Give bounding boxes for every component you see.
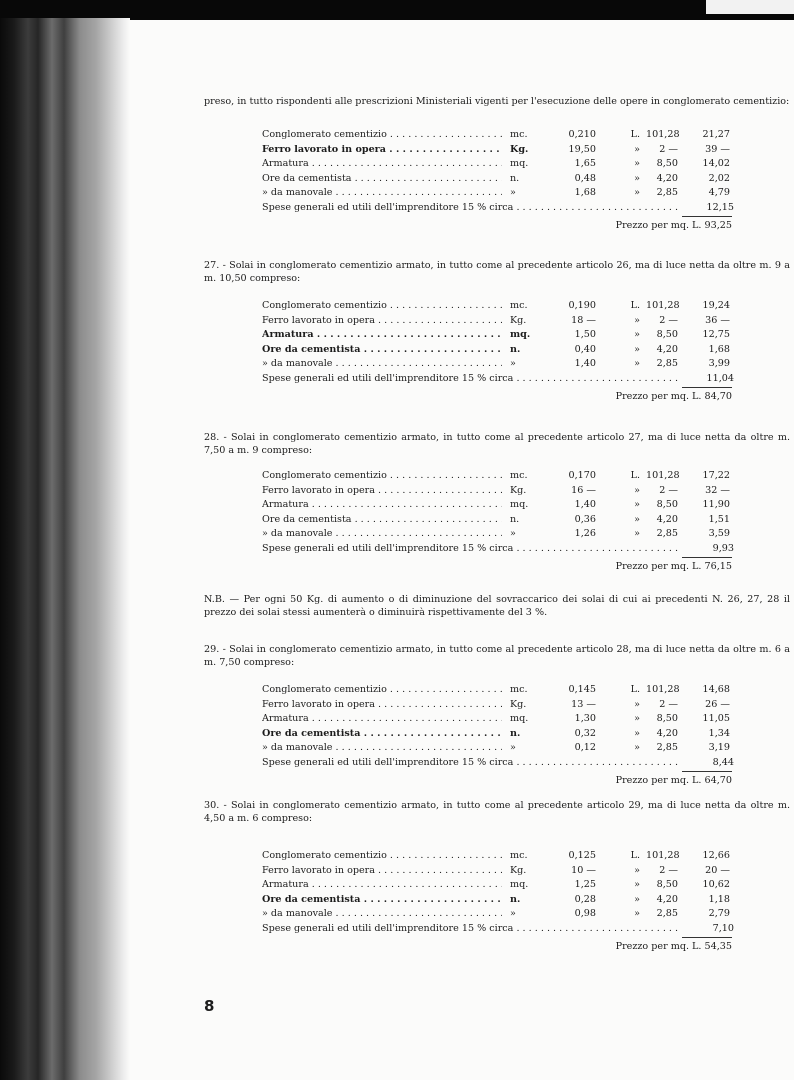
cost-unit-price: 4,20	[656, 893, 678, 905]
cost-currency-mark: »	[634, 499, 640, 511]
cost-item-label: Conglomerato cementizio . . .	[262, 129, 502, 142]
cost-amount: 21,27	[702, 129, 730, 140]
overhead-amount: 7,10	[682, 923, 734, 936]
cost-row	[262, 329, 740, 343]
cost-amount: 39 —	[705, 143, 730, 155]
article-heading: 27. - Solai in conglomerato cementizio armato, in tutto come al precedente articolo 26, ma di luce netta da oltre m. 9 a m. 10,50 compreso:	[204, 260, 790, 284]
overhead-label: Spese generali ed utili dell'imprenditore 15 % circa . . .	[262, 543, 732, 556]
cost-unit-price: 4,20	[656, 513, 678, 525]
overhead-row	[262, 373, 740, 387]
cost-item-label: Ferro lavorato in opera . . .	[262, 485, 502, 498]
overhead-label: Spese generali ed utili dell'imprenditore 15 % circa . . .	[262, 373, 732, 386]
cost-unit: n.	[510, 343, 521, 355]
cost-row	[262, 173, 740, 187]
overhead-row	[262, 202, 740, 216]
cost-amount: 14,02	[702, 158, 730, 170]
sum-rule	[682, 216, 732, 217]
cost-currency-mark: »	[634, 143, 640, 155]
overhead-row	[262, 543, 740, 557]
cost-quantity: 0,28	[574, 893, 596, 905]
cost-row	[262, 908, 740, 922]
cost-item-label: Ferro lavorato in opera . . .	[262, 699, 502, 712]
cost-unit-price: 101,28	[646, 129, 680, 140]
overhead-amount: 9,93	[682, 543, 734, 556]
cost-unit: mq.	[510, 329, 531, 341]
intro-text: preso, in tutto rispondenti alle prescrizioni Ministeriali vigenti per l'esecuzione delle opere in conglomerato cementizio:	[204, 96, 790, 107]
cost-row	[262, 850, 740, 864]
cost-amount: 12,75	[702, 329, 730, 341]
cost-row	[262, 528, 740, 542]
cost-currency-mark: L.	[630, 300, 640, 311]
cost-currency-mark: L.	[630, 470, 640, 481]
cost-quantity: 1,25	[574, 879, 596, 891]
cost-currency-mark: L.	[630, 129, 640, 140]
cost-amount: 17,22	[702, 470, 730, 481]
cost-quantity: 0,36	[574, 513, 596, 525]
cost-row	[262, 300, 740, 314]
cost-currency-mark: »	[634, 329, 640, 341]
cost-item-label: » da manovale . . .	[262, 187, 502, 200]
cost-quantity: 0,12	[574, 742, 596, 754]
cost-item-label: » da manovale . . .	[262, 908, 502, 921]
cost-amount: 1,51	[708, 513, 730, 525]
cost-unit-price: 8,50	[656, 158, 678, 170]
cost-unit: mc.	[510, 300, 528, 311]
cost-item-label: Ore da cementista . . .	[262, 344, 502, 357]
cost-row	[262, 129, 740, 143]
cost-unit: Kg.	[510, 484, 527, 496]
cost-unit: »	[510, 358, 516, 370]
cost-unit-price: 2 —	[659, 698, 678, 710]
cost-row	[262, 514, 740, 528]
cost-unit-price: 8,50	[656, 713, 678, 725]
cost-currency-mark: »	[634, 698, 640, 710]
cost-amount: 12,66	[702, 850, 730, 861]
cost-unit: Kg.	[510, 698, 527, 710]
cost-quantity: 1,30	[574, 713, 596, 725]
cost-item-label: Conglomerato cementizio . . .	[262, 850, 502, 863]
cost-item-label: » da manovale . . .	[262, 528, 502, 541]
cost-row	[262, 187, 740, 201]
cost-item-label: Ore da cementista . . .	[262, 514, 502, 527]
cost-row	[262, 470, 740, 484]
cost-amount: 26 —	[705, 698, 730, 710]
cost-row	[262, 699, 740, 713]
sum-rule	[682, 937, 732, 938]
cost-currency-mark: »	[634, 742, 640, 754]
cost-item-label: Armatura . . .	[262, 158, 502, 171]
cost-quantity: 1,50	[574, 329, 596, 341]
cost-unit: mq.	[510, 713, 529, 725]
cost-amount: 1,34	[708, 727, 730, 739]
cost-quantity: 1,40	[574, 499, 596, 511]
cost-quantity: 13 —	[571, 698, 596, 710]
price-per-sqm-total: Prezzo per mq. L. 84,70	[615, 390, 732, 402]
cost-quantity: 10 —	[571, 864, 596, 876]
cost-quantity: 1,65	[574, 158, 596, 170]
cost-unit-price: 8,50	[656, 499, 678, 511]
sum-rule	[682, 557, 732, 558]
cost-unit: mc.	[510, 684, 528, 695]
price-per-sqm-total: Prezzo per mq. L. 64,70	[615, 774, 732, 786]
page-number: 8	[204, 997, 215, 1015]
cost-unit: mc.	[510, 129, 528, 140]
cost-unit-price: 4,20	[656, 172, 678, 184]
cost-item-label: Armatura . . .	[262, 499, 502, 512]
cost-unit: Kg.	[510, 864, 527, 876]
cost-quantity: 0,125	[568, 850, 596, 861]
cost-unit-price: 2 —	[659, 314, 678, 326]
cost-currency-mark: »	[634, 158, 640, 170]
cost-item-label: Conglomerato cementizio . . .	[262, 300, 502, 313]
cost-item-label: Armatura . . .	[262, 329, 502, 342]
cost-amount: 11,90	[702, 499, 730, 511]
cost-unit: mq.	[510, 158, 529, 170]
scan-top-notch	[706, 0, 794, 14]
cost-quantity: 16 —	[571, 484, 596, 496]
article-heading: 29. - Solai in conglomerato cementizio armato, in tutto come al precedente articolo 28, ma di luce netta da oltre m. 6 a m. 7,50 compreso:	[204, 644, 790, 668]
article-heading: 28. - Solai in conglomerato cementizio armato, in tutto come al precedente articolo 27, ma di luce netta da oltre m. 7,50 a m. 9 compreso:	[204, 432, 790, 456]
sum-rule	[682, 771, 732, 772]
cost-amount: 20 —	[705, 864, 730, 876]
document-page	[150, 88, 790, 1048]
cost-currency-mark: »	[634, 528, 640, 540]
cost-unit: »	[510, 187, 516, 199]
cost-quantity: 1,40	[574, 358, 596, 370]
price-per-sqm-total: Prezzo per mq. L. 76,15	[615, 560, 732, 572]
cost-unit: »	[510, 528, 516, 540]
cost-unit-price: 2 —	[659, 864, 678, 876]
sum-rule	[682, 387, 732, 388]
overhead-amount: 12,15	[682, 202, 734, 215]
cost-quantity: 0,145	[568, 684, 596, 695]
cost-row	[262, 879, 740, 893]
book-spine-shadow	[0, 18, 130, 1080]
cost-currency-mark: »	[634, 343, 640, 355]
cost-item-label: Armatura . . .	[262, 879, 502, 892]
cost-amount: 36 —	[705, 314, 730, 326]
cost-unit: »	[510, 742, 516, 754]
cost-unit-price: 8,50	[656, 879, 678, 891]
cost-quantity: 18 —	[571, 314, 596, 326]
cost-row	[262, 358, 740, 372]
cost-currency-mark: »	[634, 713, 640, 725]
cost-item-label: Ferro lavorato in opera . . .	[262, 865, 502, 878]
overhead-label: Spese generali ed utili dell'imprenditore 15 % circa . . .	[262, 202, 732, 215]
cost-amount: 32 —	[705, 484, 730, 496]
cost-currency-mark: »	[634, 864, 640, 876]
cost-item-label: Armatura . . .	[262, 713, 502, 726]
cost-unit: »	[510, 908, 516, 920]
cost-currency-mark: »	[634, 727, 640, 739]
cost-row	[262, 344, 740, 358]
cost-unit: mq.	[510, 879, 529, 891]
cost-unit: n.	[510, 727, 521, 739]
overhead-row	[262, 923, 740, 937]
cost-unit: Kg.	[510, 314, 527, 326]
overhead-label: Spese generali ed utili dell'imprenditore 15 % circa . . .	[262, 757, 732, 770]
cost-amount: 3,99	[708, 358, 730, 370]
cost-item-label: Ferro lavorato in opera . . .	[262, 144, 502, 157]
cost-unit-price: 101,28	[646, 684, 680, 695]
cost-unit-price: 2 —	[659, 484, 678, 496]
cost-item-label: Ore da cementista . . .	[262, 728, 502, 741]
cost-amount: 3,59	[708, 528, 730, 540]
article-heading: 30. - Solai in conglomerato cementizio armato, in tutto come al precedente articolo 29, ma di luce netta da oltre m. 4,50 a m. 6 compreso:	[204, 800, 790, 824]
cost-unit-price: 101,28	[646, 850, 680, 861]
cost-currency-mark: »	[634, 172, 640, 184]
price-per-sqm-total: Prezzo per mq. L. 54,35	[615, 940, 732, 952]
cost-currency-mark: L.	[630, 684, 640, 695]
cost-unit-price: 2,85	[656, 742, 678, 754]
cost-unit: n.	[510, 513, 520, 525]
cost-amount: 19,24	[702, 300, 730, 311]
cost-unit: n.	[510, 172, 520, 184]
cost-amount: 1,68	[708, 343, 730, 355]
cost-amount: 2,79	[708, 908, 730, 920]
cost-unit-price: 2,85	[656, 528, 678, 540]
cost-currency-mark: »	[634, 358, 640, 370]
cost-currency-mark: »	[634, 908, 640, 920]
cost-unit-price: 2,85	[656, 187, 678, 199]
cost-currency-mark: »	[634, 513, 640, 525]
cost-quantity: 0,98	[574, 908, 596, 920]
cost-amount: 14,68	[702, 684, 730, 695]
overhead-row	[262, 757, 740, 771]
cost-item-label: Ore da cementista . . .	[262, 894, 502, 907]
cost-row	[262, 713, 740, 727]
cost-currency-mark: L.	[630, 850, 640, 861]
cost-unit-price: 4,20	[656, 343, 678, 355]
cost-quantity: 1,68	[574, 187, 596, 199]
cost-amount: 1,18	[708, 893, 730, 905]
cost-row	[262, 684, 740, 698]
cost-unit-price: 8,50	[656, 329, 678, 341]
cost-item-label: Conglomerato cementizio . . .	[262, 470, 502, 483]
cost-currency-mark: »	[634, 314, 640, 326]
cost-unit-price: 2,85	[656, 358, 678, 370]
cost-amount: 4,79	[708, 187, 730, 199]
cost-quantity: 0,32	[574, 727, 596, 739]
cost-unit: Kg.	[510, 143, 529, 155]
overhead-amount: 11,04	[682, 373, 734, 386]
cost-item-label: Conglomerato cementizio . . .	[262, 684, 502, 697]
cost-unit-price: 2 —	[659, 143, 678, 155]
cost-item-label: Ferro lavorato in opera . . .	[262, 315, 502, 328]
scan-top-border	[0, 0, 794, 20]
cost-amount: 10,62	[702, 879, 730, 891]
cost-currency-mark: »	[634, 893, 640, 905]
cost-quantity: 0,190	[568, 300, 596, 311]
cost-amount: 2,02	[708, 172, 730, 184]
cost-row	[262, 742, 740, 756]
cost-row	[262, 865, 740, 879]
cost-currency-mark: »	[634, 187, 640, 199]
cost-row	[262, 485, 740, 499]
cost-amount: 11,05	[702, 713, 730, 725]
cost-row	[262, 894, 740, 908]
overhead-label: Spese generali ed utili dell'imprenditore 15 % circa . . .	[262, 923, 732, 936]
cost-amount: 3,19	[708, 742, 730, 754]
cost-quantity: 1,26	[574, 528, 596, 540]
cost-unit: mc.	[510, 470, 528, 481]
price-per-sqm-total: Prezzo per mq. L. 93,25	[615, 219, 732, 231]
cost-row	[262, 315, 740, 329]
nb-note: N.B. — Per ogni 50 Kg. di aumento o di diminuzione del sovraccarico dei solai di cui ai precedenti N. 26, 27, 28 il prezzo dei solai stessi aumenterà o diminuirà rispettivamente del 3 %.	[204, 594, 790, 618]
overhead-amount: 8,44	[682, 757, 734, 770]
cost-quantity: 0,48	[574, 172, 596, 184]
cost-quantity: 0,40	[574, 343, 596, 355]
cost-row	[262, 728, 740, 742]
cost-unit-price: 2,85	[656, 908, 678, 920]
cost-quantity: 0,210	[568, 129, 596, 140]
cost-unit: mc.	[510, 850, 528, 861]
cost-quantity: 19,50	[568, 143, 596, 155]
cost-currency-mark: »	[634, 484, 640, 496]
cost-unit-price: 101,28	[646, 300, 680, 311]
cost-quantity: 0,170	[568, 470, 596, 481]
cost-row	[262, 158, 740, 172]
cost-item-label: » da manovale . . .	[262, 358, 502, 371]
cost-row	[262, 499, 740, 513]
cost-unit: n.	[510, 893, 521, 905]
cost-currency-mark: »	[634, 879, 640, 891]
cost-item-label: Ore da cementista . . .	[262, 173, 502, 186]
cost-item-label: » da manovale . . .	[262, 742, 502, 755]
cost-row	[262, 144, 740, 158]
cost-unit-price: 4,20	[656, 727, 678, 739]
cost-unit: mq.	[510, 499, 529, 511]
cost-unit-price: 101,28	[646, 470, 680, 481]
